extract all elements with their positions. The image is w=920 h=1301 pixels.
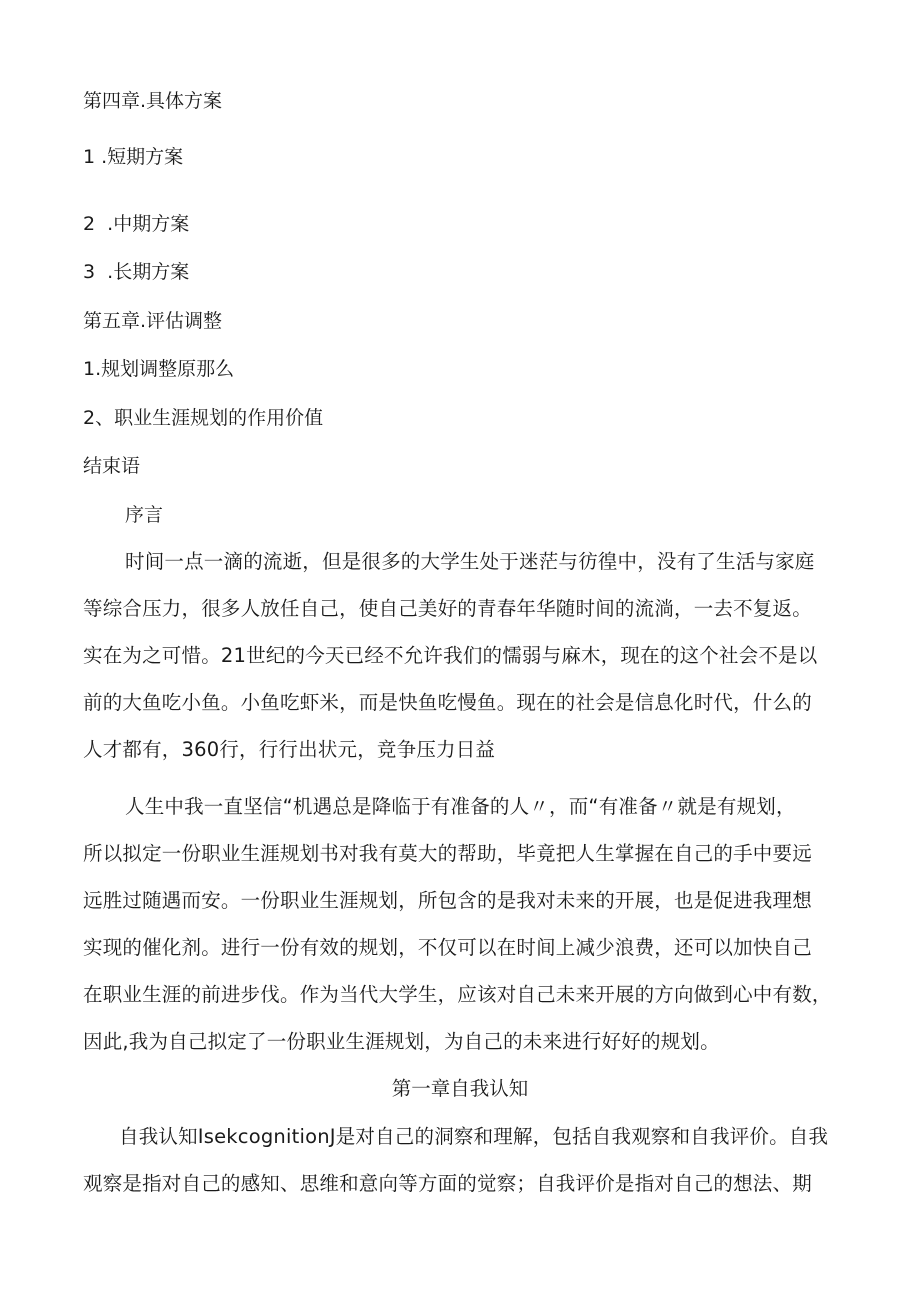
preface-paragraph-2 — [83, 783, 841, 1065]
toc-item-short-term: 1 .短期方案 — [83, 146, 184, 168]
toc-item-value: 2、职业生涯规划的作用价值 — [83, 407, 324, 429]
paragraph-line: 观察是指对自己的感知、思维和意向等方面的觉察；自我评价是指对自己的想法、期 — [83, 1172, 812, 1195]
preface-heading: 序言 — [125, 504, 164, 526]
paragraph-line: 远胜过随遇而安。一份职业生涯规划，所包含的是我对未来的开展，也是促进我理想 — [83, 889, 812, 912]
chapter1-paragraph-1 — [83, 1113, 841, 1207]
toc-chapter5: 第五章.评估调整 — [83, 310, 223, 332]
toc-chapter4: 第四章.具体方案 — [83, 90, 223, 112]
toc-item-mid-term: 2 .中期方案 — [83, 213, 190, 235]
paragraph-line: 人生中我一直坚信“机遇总是降临于有准备的人〃，而“有准备〃就是有规划， — [125, 795, 796, 818]
paragraph-line: 前的大鱼吃小鱼。小鱼吃虾米，而是快鱼吃慢鱼。现在的社会是信息化时代，什么的 — [83, 691, 812, 714]
paragraph-line: 人才都有，360行，行行出状元，竞争压力日益 — [83, 738, 496, 761]
paragraph-line: 因此,我为自己拟定了一份职业生涯规划，为自己的未来进行好好的规划。 — [83, 1030, 720, 1053]
toc-item-adjust: 1.规划调整原那么 — [83, 358, 235, 380]
paragraph-line: 实在为之可惜。21世纪的今天已经不允许我们的懦弱与麻木，现在的这个社会不是以 — [83, 644, 818, 667]
toc-conclusion: 结束语 — [83, 455, 141, 477]
paragraph-line: 等综合压力，很多人放任自己，使自己美好的青春年华随时间的流淌，一去不复返。 — [83, 597, 812, 620]
toc-item-long-term: 3 .长期方案 — [83, 261, 190, 283]
paragraph-line: 自我认知IsekcognitionJ是对自己的洞察和理解，包括自我观察和自我评价。自我 — [119, 1125, 829, 1148]
preface-paragraph-1 — [83, 538, 841, 773]
paragraph-line: 实现的催化剂。进行一份有效的规划，不仅可以在时间上减少浪费，还可以加快自己 — [83, 936, 812, 959]
paragraph-line: 在职业生涯的前进步伐。作为当代大学生，应该对自己未来开展的方向做到心中有数， — [83, 983, 832, 1006]
chapter1-title: 第一章自我认知 — [391, 1077, 529, 1100]
paragraph-line: 时间一点一滴的流逝，但是很多的大学生处于迷茫与彷徨中，没有了生活与家庭 — [125, 550, 815, 573]
paragraph-line: 所以拟定一份职业生涯规划书对我有莫大的帮助，毕竟把人生掌握在自己的手中要远 — [83, 842, 812, 865]
